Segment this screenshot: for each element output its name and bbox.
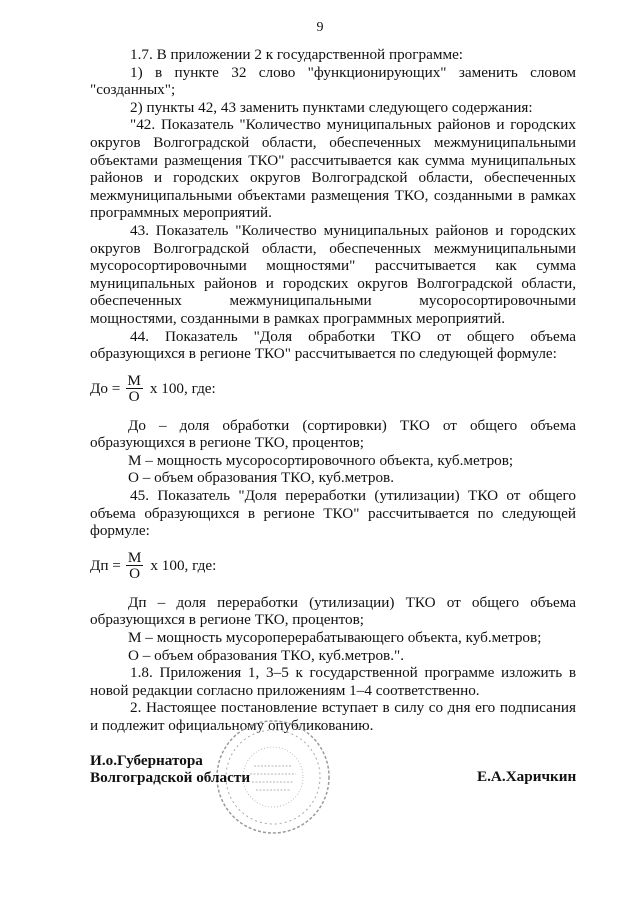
signatory-title-line-1: И.о.Губернатора [90,752,203,769]
paragraph-definition-o2: О – объем образования ТКО, куб.метров.". [128,646,405,664]
paragraph-definition-m1: М – мощность мусоросортировочного объекта, куб.метров; [128,451,514,469]
paragraph-definition-o1: О – объем образования ТКО, куб.метров. [128,469,395,487]
signatory-name: Е.А.Харичкин [477,768,577,785]
paragraph-definition-dp: Дп – доля переработки (утилизации) ТКО от общего объема образующихся в регионе ТКО, процентов; [90,593,576,629]
formula-recycling-share [90,548,576,584]
formula-1-numerator: М [127,372,141,390]
formula-2-fraction [125,550,145,581]
page-number: 9 [316,20,324,35]
paragraph-item-1: 1) в пункте 32 слово "функционирующих" заменить словом "созданных"; [90,63,576,99]
formula-1-lhs: До = [90,379,121,397]
paragraph-indicator-45: 45. Показатель "Доля переработки (утилизации) ТКО от общего объема образующихся в регионе ТКО" рассчитывается по следующей формуле: [90,487,576,540]
document-body [90,46,576,735]
formula-2-lhs: Дп = [90,557,121,575]
formula-2-rhs: х 100, где: [150,557,217,575]
formula-processing-share [90,371,576,407]
formula-1-denominator: О [126,388,143,404]
paragraph-indicator-42: "42. Показатель "Количество муниципальных районов и городских округов Волгоградской области, обеспеченных межмуниципальными объектами размещения ТКО" рассчитывается как сумма муниципальных районов и городских округов Волгоградской области, обеспеченных межмуниципальными объектами размещения ТКО, созданными в рамках программных мероприятий. [90,116,576,222]
formula-2-numerator: М [127,549,142,567]
paragraph-indicator-44: 44. Показатель "Доля обработки ТКО от общего объема образующихся в регионе ТКО" рассчитывается по следующей формуле: [90,327,576,363]
paragraph-1-8: 1.8. Приложения 1, 3–5 к государственной программе изложить в новой редакции согласно приложениям 1–4 соответственно. [90,664,576,699]
signatory-title [90,752,250,786]
paragraph-2: 2. Настоящее постановление вступает в силу со дня его подписания и подлежит официальному опубликованию. [90,699,576,734]
paragraph-indicator-43: 43. Показатель "Количество муниципальных районов и городских округов Волгоградской области, обеспеченных межмуниципальными мусоросортировочными мощностями" рассчитывается как сумма муниципальных районов и городских округов Волгоградской области, обеспеченных межмуниципальными мусоросортировочными мощностями, созданными в рамках программных мероприятий. [90,221,576,327]
formula-2-denominator: О [126,565,143,581]
formula-1-fraction [124,373,144,404]
formula-1-rhs: х 100, где: [149,379,216,397]
paragraph-definition-do: До – доля обработки (сортировки) ТКО от общего объема образующихся в регионе ТКО, процентов; [90,416,576,452]
paragraph-item-2: 2) пункты 42, 43 заменить пунктами следующего содержания: [130,98,533,116]
paragraph-definition-m2: М – мощность мусороперерабатывающего объекта, куб.метров; [128,629,542,647]
signatory-title-line-2: Волгоградской области [90,769,251,786]
paragraph-1-7: 1.7. В приложении 2 к государственной программе: [130,46,464,63]
